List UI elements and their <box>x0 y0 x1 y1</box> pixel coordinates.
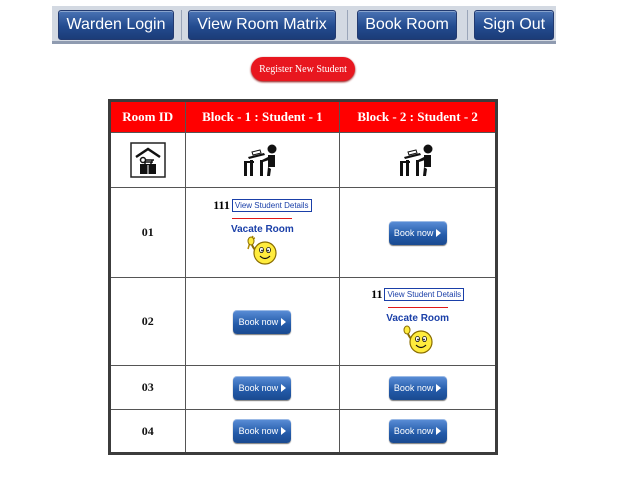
table-row <box>110 188 497 278</box>
nav-separator <box>467 10 468 40</box>
room-key-icon <box>130 142 166 178</box>
view-student-details-link[interactable]: View Student Details <box>232 199 312 212</box>
room-cell-occupied <box>340 278 497 366</box>
student-id: 111 <box>213 198 230 212</box>
play-arrow-icon <box>281 384 286 392</box>
waving-smiley-icon <box>401 324 435 356</box>
room-cell-vacant <box>340 188 497 278</box>
book-now-label: Book now <box>393 426 434 436</box>
icon-cell <box>110 133 186 188</box>
book-now-label: Book now <box>393 382 434 393</box>
room-cell-vacant <box>185 278 340 366</box>
icon-row <box>110 133 497 188</box>
book-now-button[interactable] <box>233 419 291 443</box>
column-header-room-id: Room ID <box>110 101 186 133</box>
nav-separator <box>347 10 348 40</box>
nav-separator <box>181 10 182 40</box>
play-arrow-icon <box>281 318 286 326</box>
room-cell-vacant <box>340 366 497 410</box>
room-cell-vacant <box>340 410 497 454</box>
divider <box>388 307 448 308</box>
room-matrix-table <box>108 99 498 455</box>
student-id: 11 <box>371 287 383 301</box>
room-cell-occupied <box>185 188 340 278</box>
play-arrow-icon <box>436 229 441 237</box>
book-room-button[interactable]: Book Room <box>357 10 457 40</box>
table-row <box>110 410 497 454</box>
book-now-button[interactable] <box>389 419 447 443</box>
room-id-cell: 01 <box>110 188 186 278</box>
room-cell-vacant <box>185 366 340 410</box>
book-now-button[interactable] <box>233 376 291 400</box>
room-id-cell: 04 <box>110 410 186 454</box>
play-arrow-icon <box>281 427 286 435</box>
icon-cell <box>340 133 497 188</box>
sign-out-button[interactable]: Sign Out <box>474 10 554 40</box>
room-cell-vacant <box>185 410 340 454</box>
waving-smiley-icon <box>245 235 279 267</box>
view-room-matrix-button[interactable]: View Room Matrix <box>188 10 336 40</box>
table-row <box>110 366 497 410</box>
student-at-desk-icon <box>398 143 438 177</box>
top-navigation-bar <box>52 6 556 44</box>
column-header-block-2: Block - 2 : Student - 2 <box>340 101 497 133</box>
student-at-desk-icon <box>242 143 282 177</box>
view-student-details-link[interactable]: View Student Details <box>384 288 464 301</box>
vacate-room-link[interactable]: Vacate Room <box>230 224 294 235</box>
book-now-label: Book now <box>238 382 279 393</box>
warden-login-button[interactable]: Warden Login <box>58 10 174 40</box>
book-now-button[interactable] <box>389 221 447 245</box>
vacate-room-link[interactable]: Vacate Room <box>386 313 450 324</box>
column-header-block-1: Block - 1 : Student - 1 <box>185 101 340 133</box>
book-now-button[interactable] <box>233 310 291 334</box>
table-row <box>110 278 497 366</box>
icon-cell <box>185 133 340 188</box>
book-now-label: Book now <box>238 426 279 436</box>
book-now-button[interactable] <box>389 376 447 400</box>
play-arrow-icon <box>436 384 441 392</box>
room-id-cell: 03 <box>110 366 186 410</box>
register-new-student-button[interactable]: Register New Student <box>251 57 355 81</box>
book-now-label: Book now <box>238 316 279 327</box>
table-header-row <box>110 101 497 133</box>
room-id-cell: 02 <box>110 278 186 366</box>
divider <box>232 218 292 219</box>
play-arrow-icon <box>436 427 441 435</box>
book-now-label: Book now <box>393 227 434 238</box>
